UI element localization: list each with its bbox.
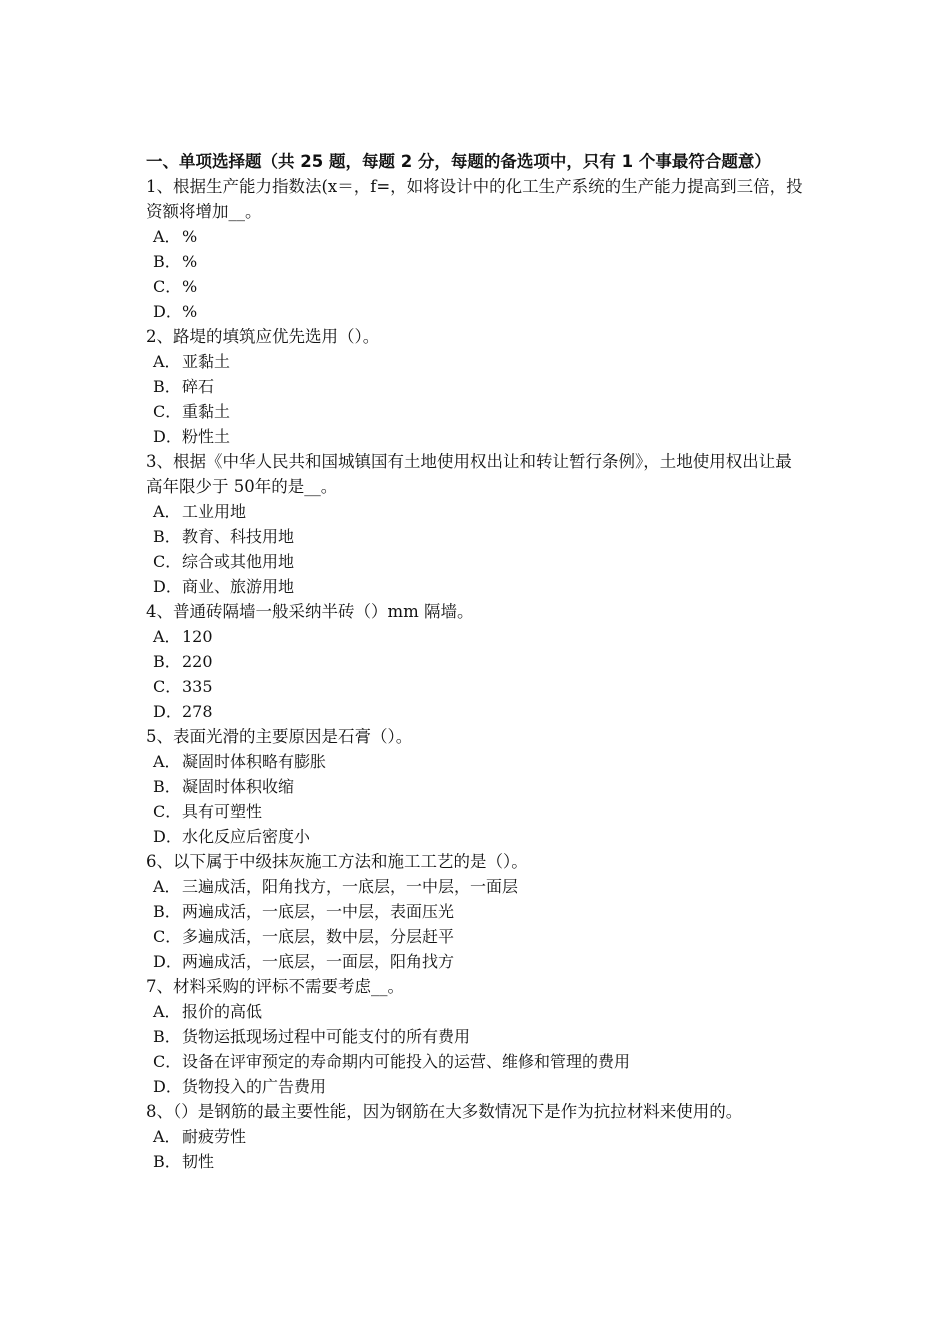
option-letter: A． <box>153 877 181 896</box>
option-text: 设备在评审预定的寿命期内可能投入的运营、维修和管理的费用 <box>182 1052 631 1071</box>
option-letter: B． <box>153 527 181 546</box>
option-letter: C． <box>153 802 182 821</box>
option-list <box>146 749 806 849</box>
option-letter: D． <box>153 427 182 446</box>
option-text: 重黏土 <box>182 402 231 421</box>
option-text: 综合或其他用地 <box>182 552 295 571</box>
question-stem: 8、（）是钢筋的最主要性能，因为钢筋在大多数情况下是作为抗拉材料来使用的。 <box>146 1102 743 1121</box>
option-d <box>146 1074 806 1099</box>
question-stem: 3、根据《中华人民共和国城镇国有土地使用权出让和转让暂行条例》，土地使用权出让最高年限少于 50年的是__。 <box>146 452 792 496</box>
option-letter: A． <box>153 627 181 646</box>
option-letter: A． <box>153 502 181 521</box>
option-c <box>146 1049 806 1074</box>
option-letter: A． <box>153 1002 181 1021</box>
option-b <box>146 774 806 799</box>
option-b <box>146 524 806 549</box>
option-d <box>146 699 806 724</box>
option-list <box>146 1124 806 1174</box>
option-text: 220 <box>182 652 213 671</box>
option-list <box>146 499 806 599</box>
option-text: 多遍成活，一底层，数中层，分层赶平 <box>182 927 455 946</box>
option-letter: C． <box>153 677 182 696</box>
option-letter: A． <box>153 352 181 371</box>
option-text: % <box>182 277 198 296</box>
option-a <box>146 224 806 249</box>
question-8 <box>146 1099 806 1174</box>
option-letter: B． <box>153 902 181 921</box>
option-text: 商业、旅游用地 <box>182 577 295 596</box>
option-letter: B． <box>153 377 181 396</box>
option-list <box>146 349 806 449</box>
question-stem: 5、表面光滑的主要原因是石膏（）。 <box>146 727 413 746</box>
option-letter: D． <box>153 952 182 971</box>
option-a <box>146 999 806 1024</box>
option-letter: D． <box>153 827 182 846</box>
option-d <box>146 424 806 449</box>
option-text: 凝固时体积收缩 <box>182 777 295 796</box>
option-text: 工业用地 <box>182 502 247 521</box>
question-7 <box>146 974 806 1099</box>
option-letter: B． <box>153 1152 181 1171</box>
option-letter: D． <box>153 577 182 596</box>
option-text: 货物投入的广告费用 <box>182 1077 327 1096</box>
option-a <box>146 624 806 649</box>
option-letter: C． <box>153 1052 182 1071</box>
option-text: 耐疲劳性 <box>182 1127 247 1146</box>
option-text: 碎石 <box>182 377 215 396</box>
question-stem: 7、材料采购的评标不需要考虑__。 <box>146 977 404 996</box>
option-letter: C． <box>153 552 182 571</box>
option-list <box>146 874 806 974</box>
option-text: 278 <box>182 702 213 721</box>
option-letter: D． <box>153 302 182 321</box>
option-list <box>146 624 806 724</box>
option-b <box>146 899 806 924</box>
option-b <box>146 649 806 674</box>
option-c <box>146 399 806 424</box>
option-a <box>146 349 806 374</box>
option-letter: B． <box>153 1027 181 1046</box>
option-text: 120 <box>182 627 213 646</box>
option-d <box>146 949 806 974</box>
option-letter: C． <box>153 927 182 946</box>
option-a <box>146 874 806 899</box>
option-letter: B． <box>153 252 181 271</box>
section-title: 一、单项选择题（共 25 题，每题 2 分，每题的备选项中，只有 1 个事最符合题意） <box>146 152 771 171</box>
option-letter: B． <box>153 652 181 671</box>
option-text: 凝固时体积略有膨胀 <box>182 752 327 771</box>
option-text: % <box>182 252 198 271</box>
option-letter: D． <box>153 1077 182 1096</box>
option-text: % <box>182 227 198 246</box>
option-c <box>146 274 806 299</box>
option-letter: B． <box>153 777 181 796</box>
option-list <box>146 224 806 324</box>
option-c <box>146 799 806 824</box>
option-b <box>146 249 806 274</box>
option-letter: C． <box>153 277 182 296</box>
option-text: 水化反应后密度小 <box>182 827 311 846</box>
option-letter: A． <box>153 1127 181 1146</box>
option-b <box>146 1149 806 1174</box>
option-d <box>146 574 806 599</box>
option-a <box>146 1124 806 1149</box>
option-c <box>146 924 806 949</box>
option-b <box>146 1024 806 1049</box>
option-text: 货物运抵现场过程中可能支付的所有费用 <box>182 1027 471 1046</box>
option-d <box>146 824 806 849</box>
question-1 <box>146 174 806 324</box>
option-c <box>146 674 806 699</box>
option-list <box>146 999 806 1099</box>
option-text: 335 <box>182 677 213 696</box>
question-stem: 2、路堤的填筑应优先选用（）。 <box>146 327 380 346</box>
question-5 <box>146 724 806 849</box>
question-6 <box>146 849 806 974</box>
document-page <box>146 149 806 1174</box>
option-text: 两遍成活，一底层，一中层，表面压光 <box>182 902 455 921</box>
option-text: 三遍成活，阳角找方，一底层，一中层，一面层 <box>182 877 519 896</box>
option-text: 粉性土 <box>182 427 231 446</box>
option-d <box>146 299 806 324</box>
option-letter: C． <box>153 402 182 421</box>
question-4 <box>146 599 806 724</box>
option-letter: A． <box>153 227 181 246</box>
question-stem: 6、以下属于中级抹灰施工方法和施工工艺的是（）。 <box>146 852 528 871</box>
option-text: % <box>182 302 198 321</box>
option-b <box>146 374 806 399</box>
question-stem: 1、根据生产能力指数法(x＝，f=，如将设计中的化工生产系统的生产能力提高到三倍，投资额将增加__。 <box>146 177 803 221</box>
option-letter: D． <box>153 702 182 721</box>
option-text: 具有可塑性 <box>182 802 263 821</box>
option-text: 两遍成活，一底层，一面层，阳角找方 <box>182 952 455 971</box>
option-c <box>146 549 806 574</box>
question-2 <box>146 324 806 449</box>
option-a <box>146 499 806 524</box>
option-text: 亚黏土 <box>182 352 231 371</box>
option-text: 报价的高低 <box>182 1002 263 1021</box>
question-3 <box>146 449 806 599</box>
option-text: 韧性 <box>182 1152 215 1171</box>
option-text: 教育、科技用地 <box>182 527 295 546</box>
question-stem: 4、普通砖隔墙一般采纳半砖（）mm 隔墙。 <box>146 602 474 621</box>
option-a <box>146 749 806 774</box>
option-letter: A． <box>153 752 181 771</box>
